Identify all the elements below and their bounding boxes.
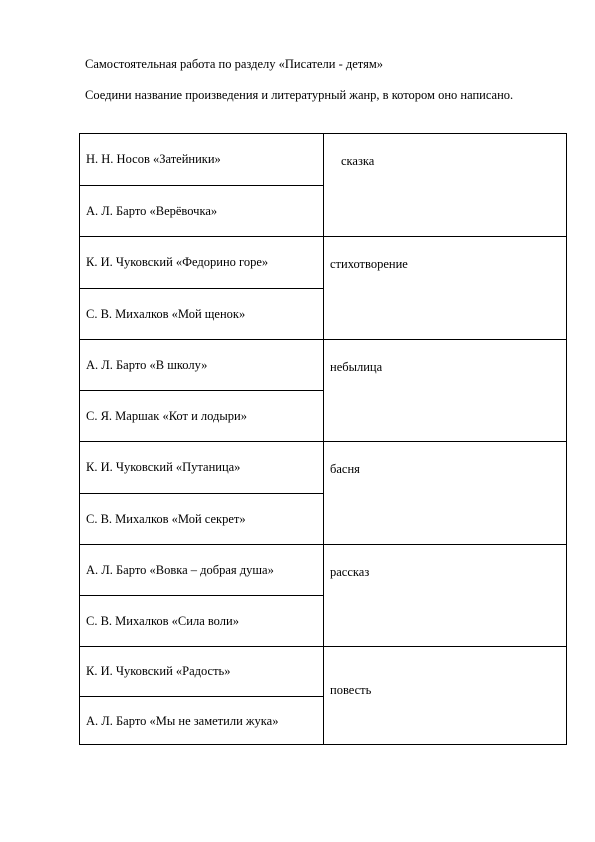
work-title: А. Л. Барто «Мы не заметили жука» (86, 713, 279, 728)
work-cell (79, 339, 323, 390)
work-title: К. И. Чуковский «Радость» (86, 664, 231, 678)
work-cell (79, 493, 323, 544)
work-cell (79, 288, 323, 339)
genre-cell (323, 544, 567, 646)
work-cell (79, 646, 323, 696)
work-title: А. Л. Барто «В школу» (86, 357, 208, 372)
work-cell (79, 696, 323, 745)
genre-label: басня (330, 462, 360, 476)
genre-label: рассказ (330, 565, 370, 579)
genre-label: небылица (330, 360, 383, 374)
work-title: С. В. Михалков «Мой щенок» (86, 306, 246, 321)
genre-cell (323, 133, 567, 236)
work-cell (79, 595, 323, 646)
page-title: Самостоятельная работа по разделу «Писатели - детям» (85, 57, 384, 71)
work-cell (79, 441, 323, 493)
table-bottom-border (79, 744, 567, 745)
work-title: А. Л. Барто «Вовка – добрая душа» (86, 562, 274, 577)
genre-cell (323, 339, 567, 441)
work-title: С. В. Михалков «Сила воли» (86, 613, 239, 628)
works-column (79, 133, 323, 745)
genres-column (323, 133, 567, 745)
genre-label: стихотворение (330, 257, 408, 271)
task-instruction: Соедини название произведения и литературный жанр, в котором оно написано. (85, 88, 514, 102)
work-title: К. И. Чуковский «Федорино горе» (86, 255, 269, 269)
work-title: С. В. Михалков «Мой секрет» (86, 511, 246, 526)
work-title: С. Я. Маршак «Кот и лодыри» (86, 408, 247, 423)
work-cell (79, 133, 323, 185)
genre-cell (323, 646, 567, 745)
matching-table (79, 133, 567, 745)
genre-label: сказка (341, 154, 375, 168)
work-title: К. И. Чуковский «Путаница» (86, 460, 241, 474)
work-cell (79, 236, 323, 288)
work-cell (79, 544, 323, 595)
work-title: А. Л. Барто «Верёвочка» (86, 203, 218, 218)
genre-cell (323, 236, 567, 339)
work-cell (79, 185, 323, 236)
genre-cell (323, 441, 567, 544)
genre-label: повесть (330, 683, 372, 697)
work-cell (79, 390, 323, 441)
work-title: Н. Н. Носов «Затейники» (86, 152, 221, 166)
